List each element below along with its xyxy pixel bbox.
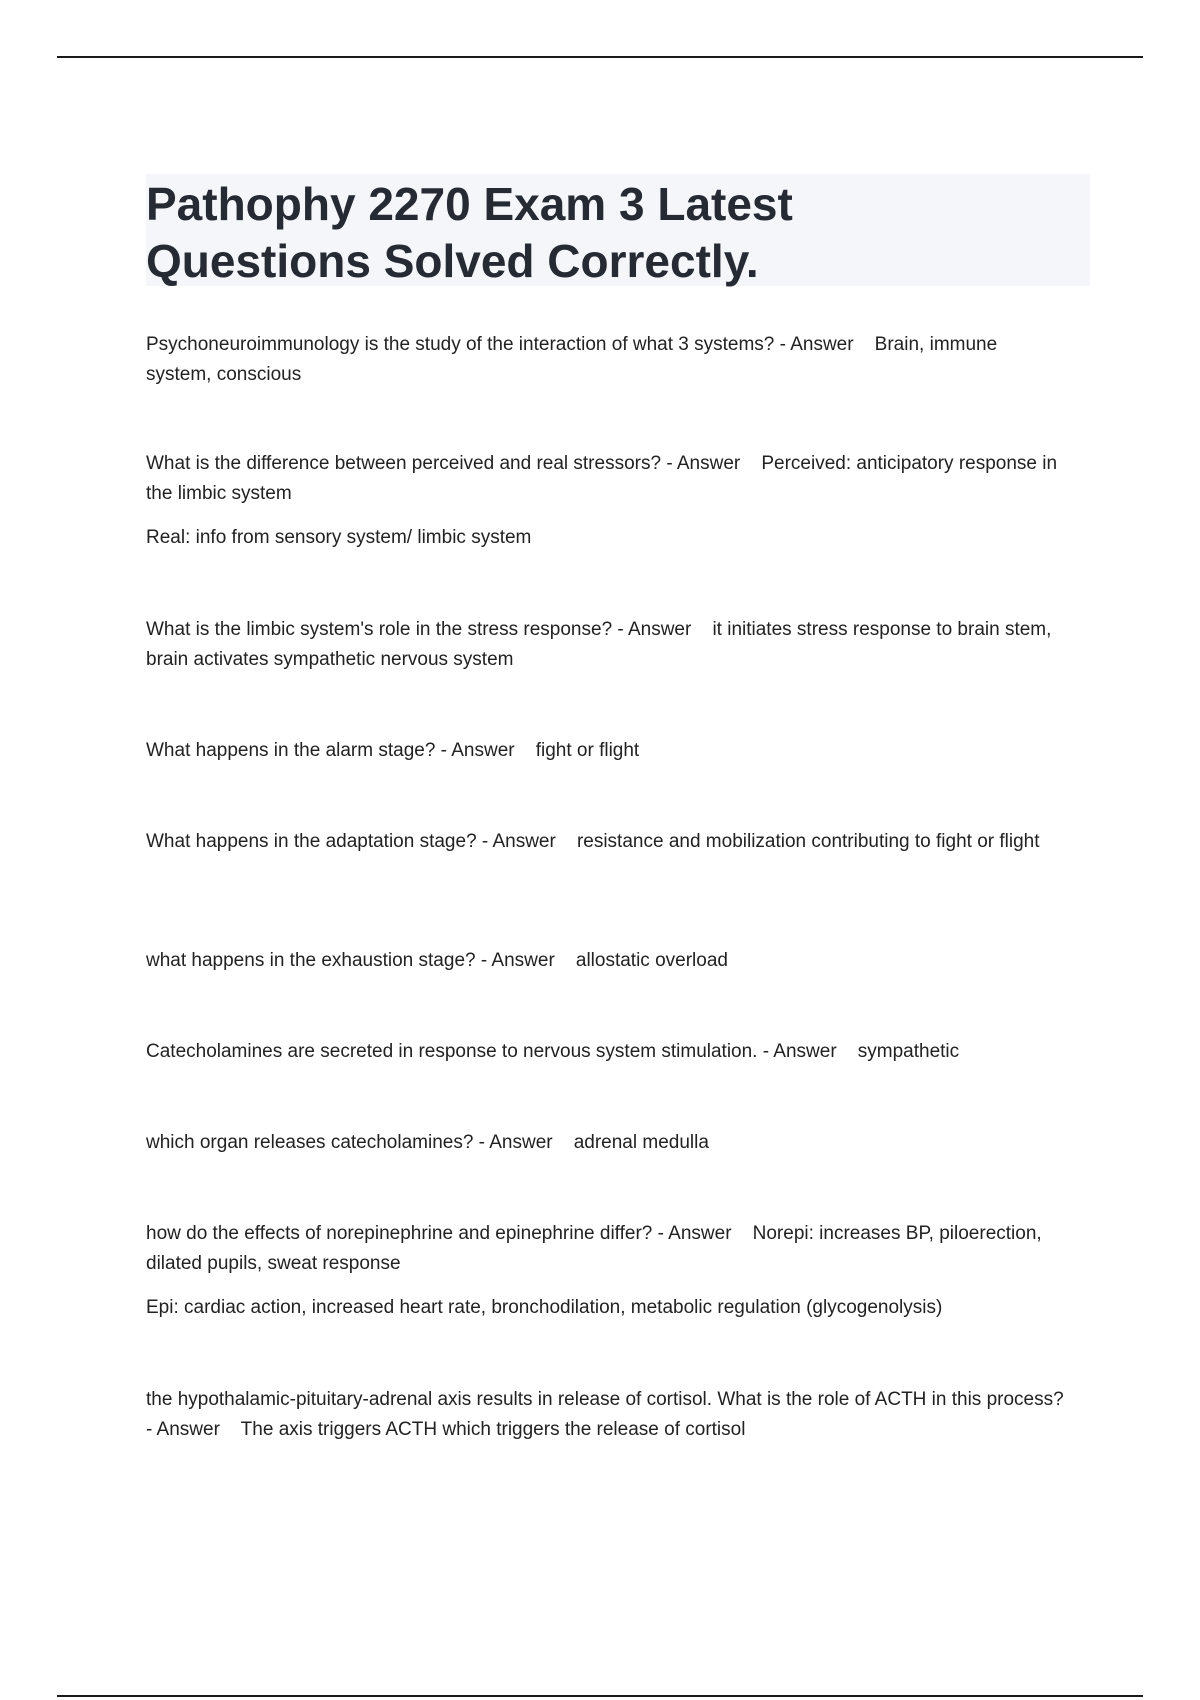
qa-item	[146, 1385, 1069, 1445]
qa-item	[146, 946, 728, 976]
qa-item	[146, 1128, 709, 1158]
qa-item	[146, 736, 639, 766]
qa-text: What is the difference between perceived and real stressors? - Answer Perceived: anticipatory response in the limbic system	[146, 453, 1063, 504]
qa-text: Psychoneuroimmunology is the study of the interaction of what 3 systems? - Answer Brain, immune system, conscious	[146, 334, 1003, 385]
qa-text: What is the limbic system's role in the stress response? - Answer it initiates stress response to brain stem, brain activates sympathetic nervous system	[146, 619, 1057, 670]
qa-item	[146, 449, 1066, 553]
qa-item	[146, 615, 1066, 675]
qa-item	[146, 1219, 1066, 1323]
top-rule	[57, 56, 1143, 58]
qa-text-continued: Real: info from sensory system/ limbic system	[146, 527, 532, 548]
qa-item	[146, 1037, 959, 1067]
qa-text: the hypothalamic-pituitary-adrenal axis results in release of cortisol. What is the role of ACTH in this process? - Answer The axis triggers ACTH which triggers the release of cortisol	[146, 1389, 1069, 1440]
qa-text-continued: Epi: cardiac action, increased heart rate, bronchodilation, metabolic regulation (glycogenolysis)	[146, 1297, 943, 1318]
qa-text: what happens in the exhaustion stage? - Answer allostatic overload	[146, 950, 728, 971]
bottom-rule	[57, 1695, 1143, 1697]
qa-text: Catecholamines are secreted in response to nervous system stimulation. - Answer sympathetic	[146, 1041, 960, 1062]
qa-text: What happens in the adaptation stage? - Answer resistance and mobilization contributing to fight or flight	[146, 831, 1040, 852]
qa-text: how do the effects of norepinephrine and epinephrine differ? - Answer Norepi: increases BP, piloerection, dilated pupils, sweat response	[146, 1223, 1047, 1274]
qa-text: which organ releases catecholamines? - Answer adrenal medulla	[146, 1132, 709, 1153]
qa-text: What happens in the alarm stage? - Answer fight or flight	[146, 740, 640, 761]
title-block	[146, 174, 1090, 286]
qa-item	[146, 827, 1040, 857]
qa-item	[146, 330, 1066, 390]
document-title: Pathophy 2270 Exam 3 Latest Questions Solved Correctly.	[146, 178, 793, 287]
